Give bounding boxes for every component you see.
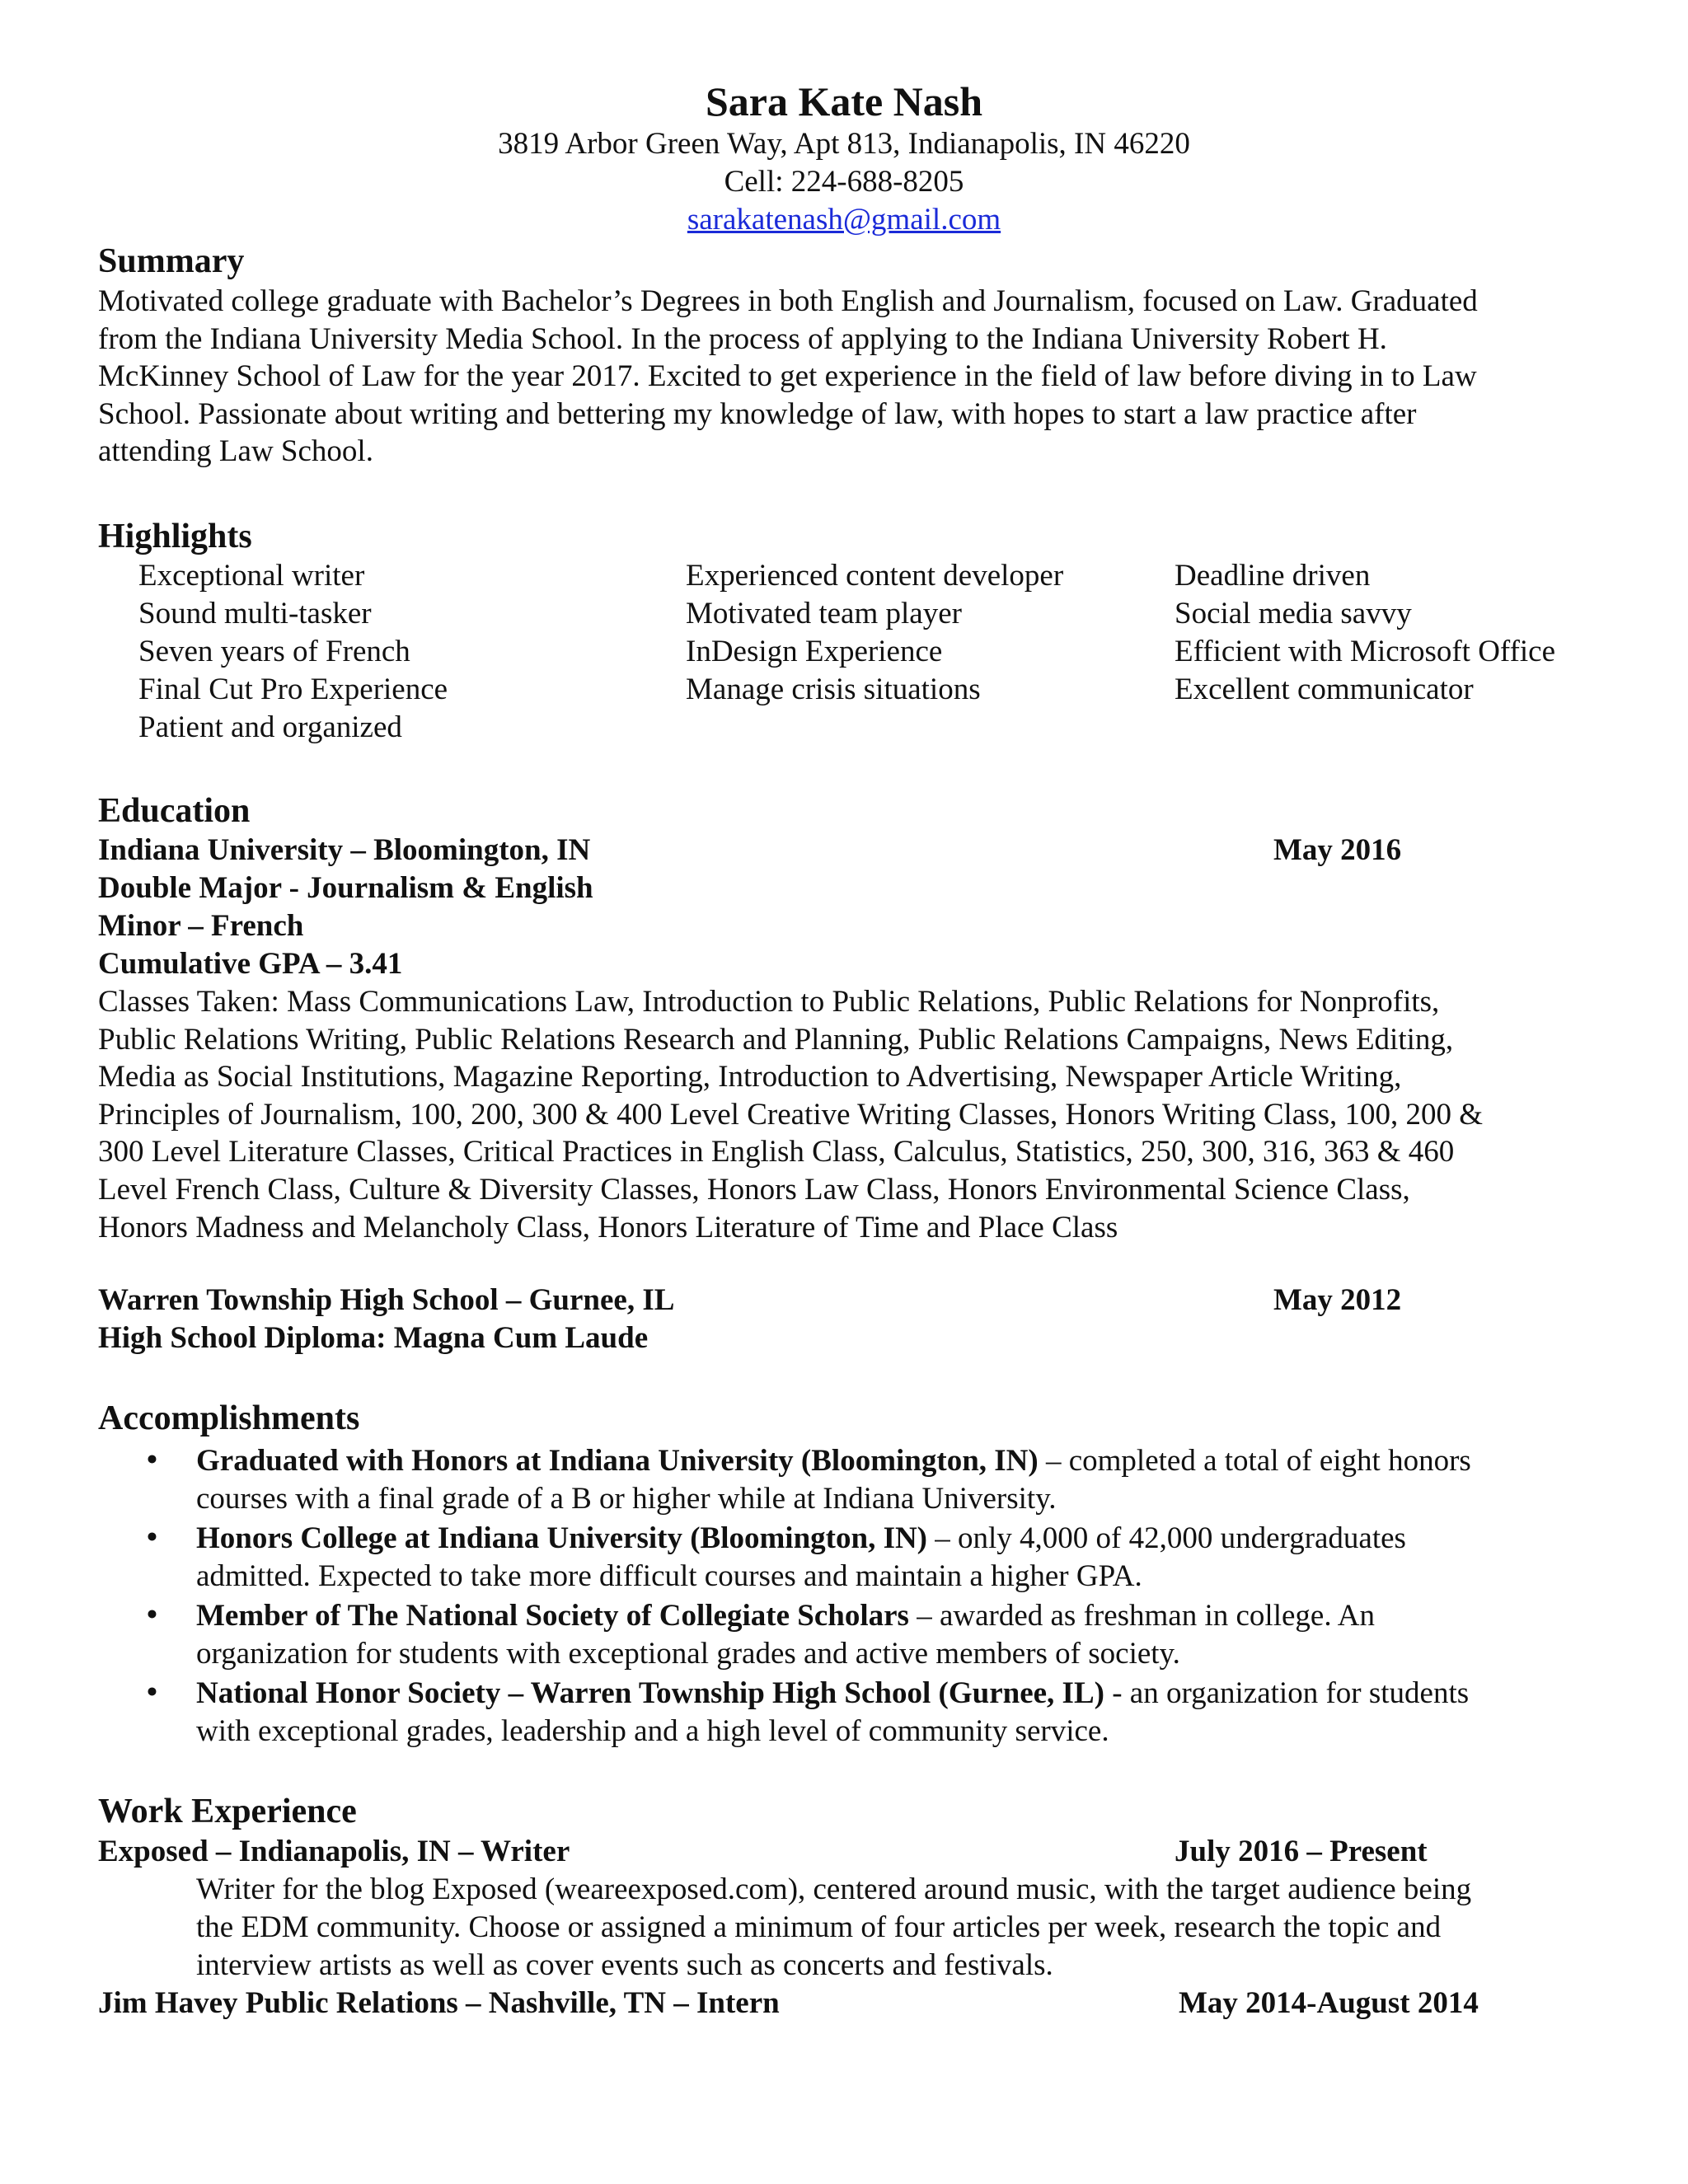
summary-line: School. Passionate about writing and bettering my knowledge of law, with hopes to start a law practice after [98, 396, 1417, 431]
accomplishments-heading: Accomplishments [98, 1399, 360, 1437]
resume-name: Sara Kate Nash [705, 78, 983, 124]
job-description-line: Writer for the blog Exposed (weareexposed.com), centered around music, with the target audience being [196, 1872, 1472, 1906]
accomplishment-title: Member of The National Society of Collegiate Scholars [196, 1599, 909, 1633]
highlight-item: Manage crisis situations [686, 673, 981, 706]
job-title: Exposed – Indianapolis, IN – Writer [98, 1835, 570, 1868]
highlight-item: Seven years of French [138, 635, 410, 668]
classes-line: Classes Taken: Mass Communications Law, Introduction to Public Relations, Public Relations for Nonprofits, [98, 985, 1440, 1019]
highlights-heading: Highlights [98, 518, 252, 555]
accomplishment-title: Graduated with Honors at Indiana University (Bloomington, IN) [196, 1444, 1039, 1478]
classes-line: Level French Class, Culture & Diversity Classes, Honors Law Class, Honors Environmental Science Class, [98, 1172, 1410, 1207]
address: 3819 Arbor Green Way, Apt 813, Indianapolis, IN 46220 [498, 127, 1190, 161]
accomplishment-item [196, 1520, 1406, 1596]
bullet-icon: • [147, 1675, 157, 1709]
gpa: Cumulative GPA – 3.41 [98, 947, 403, 981]
school-date: May 2012 [1273, 1283, 1402, 1317]
classes-line: Honors Madness and Melancholy Class, Honors Literature of Time and Place Class [98, 1210, 1118, 1244]
job-date: May 2014-August 2014 [1179, 1986, 1479, 2020]
major: Double Major - Journalism & English [98, 871, 593, 905]
minor: Minor – French [98, 909, 304, 943]
accomplishment-desc: courses with a final grade of a B or higher while at Indiana University. [196, 1482, 1057, 1516]
highlight-item: Sound multi-tasker [138, 597, 372, 630]
diploma: High School Diploma: Magna Cum Laude [98, 1321, 649, 1355]
accomplishment-desc: – awarded as freshman in college. An [908, 1599, 1376, 1633]
accomplishment-desc: - an organization for students [1104, 1676, 1470, 1710]
email-link[interactable]: sarakatenash@gmail.com [687, 203, 1001, 237]
summary-text [98, 283, 1478, 471]
accomplishment-item [196, 1597, 1375, 1673]
job-description [196, 1871, 1471, 1985]
accomplishment-desc: – completed a total of eight honors [1038, 1444, 1471, 1478]
accomplishment-item [196, 1675, 1469, 1750]
work-heading: Work Experience [98, 1793, 357, 1830]
job-title: Jim Havey Public Relations – Nashville, TN – Intern [98, 1986, 780, 2020]
highlight-item: Motivated team player [686, 597, 962, 630]
school-name: Indiana University – Bloomington, IN [98, 833, 591, 867]
job-date: July 2016 – Present [1175, 1835, 1428, 1868]
summary-heading: Summary [98, 242, 245, 280]
education-heading: Education [98, 792, 251, 830]
highlight-item: Social media savvy [1175, 597, 1412, 630]
highlight-item: Experienced content developer [686, 559, 1064, 593]
highlight-item: Exceptional writer [138, 559, 365, 593]
school-name: Warren Township High School – Gurnee, IL [98, 1283, 675, 1317]
bullet-icon: • [147, 1521, 157, 1554]
classes-line: Media as Social Institutions, Magazine Reporting, Introduction to Advertising, Newspaper Article Writing, [98, 1060, 1402, 1094]
school-date: May 2016 [1273, 833, 1402, 867]
accomplishment-desc: organization for students with exceptional grades and active members of society. [196, 1637, 1180, 1671]
accomplishment-title: National Honor Society – Warren Township High School (Gurnee, IL) [196, 1676, 1104, 1710]
accomplishment-desc: – only 4,000 of 42,000 undergraduates [927, 1521, 1406, 1555]
summary-line: from the Indiana University Media School. In the process of applying to the Indiana University Robert H. [98, 321, 1387, 356]
accomplishment-item [196, 1442, 1471, 1518]
cell-phone: Cell: 224-688-8205 [724, 165, 964, 199]
bullet-icon: • [147, 1598, 157, 1632]
summary-line: Motivated college graduate with Bachelor’s Degrees in both English and Journalism, focused on Law. Graduated [98, 284, 1478, 318]
highlight-item: Excellent communicator [1175, 673, 1474, 706]
classes-taken [98, 983, 1483, 1246]
classes-line: Principles of Journalism, 100, 200, 300 & 400 Level Creative Writing Classes, Honors Writing Class, 100, 200 & [98, 1097, 1484, 1132]
accomplishment-desc: admitted. Expected to take more difficult courses and maintain a higher GPA. [196, 1559, 1142, 1593]
highlight-item: Deadline driven [1175, 559, 1371, 593]
highlight-item: InDesign Experience [686, 635, 943, 668]
classes-line: Public Relations Writing, Public Relations Research and Planning, Public Relations Campaigns, News Editing, [98, 1022, 1454, 1057]
bullet-icon: • [147, 1443, 157, 1477]
accomplishment-title: Honors College at Indiana University (Bloomington, IN) [196, 1521, 928, 1555]
highlight-item: Efficient with Microsoft Office [1175, 635, 1556, 668]
highlight-item: Patient and organized [138, 710, 402, 744]
highlight-item: Final Cut Pro Experience [138, 673, 448, 706]
summary-line: McKinney School of Law for the year 2017. Excited to get experience in the field of law before diving in to Law [98, 359, 1477, 394]
job-description-line: the EDM community. Choose or assigned a minimum of four articles per week, research the topic and [196, 1910, 1442, 1944]
email-line [0, 202, 1688, 237]
job-description-line: interview artists as well as cover events such as concerts and festivals. [196, 1948, 1053, 1982]
accomplishment-desc: with exceptional grades, leadership and a high level of community service. [196, 1714, 1109, 1748]
classes-line: 300 Level Literature Classes, Critical Practices in English Class, Calculus, Statistics, 250, 300, 316, 363 & 460 [98, 1135, 1455, 1169]
summary-line: attending Law School. [98, 434, 373, 469]
